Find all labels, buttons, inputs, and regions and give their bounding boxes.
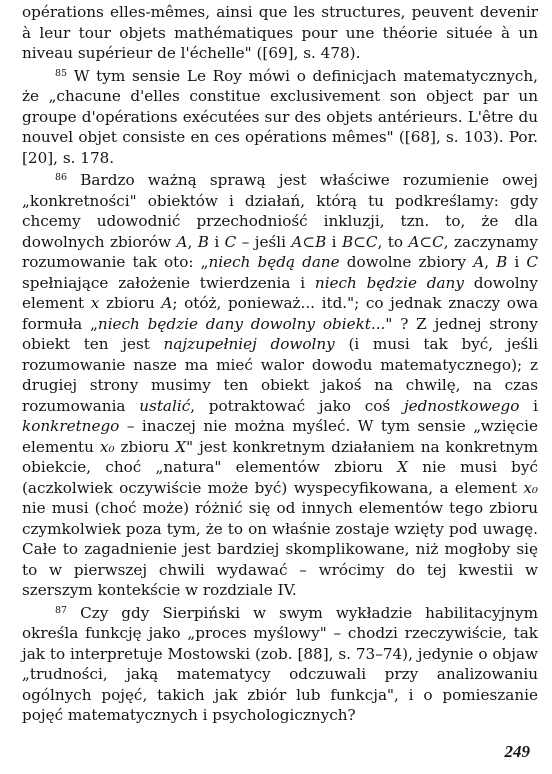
italic-text-run: ustalić xyxy=(139,396,191,415)
italic-text-run: A xyxy=(473,253,485,271)
text-run: " ? Z jednej strony obiekt ten jest xyxy=(22,314,538,353)
italic-text-run: B xyxy=(197,232,209,251)
italic-text-run: x xyxy=(90,294,100,312)
italic-text-run: C xyxy=(526,253,539,271)
text-run: i xyxy=(326,232,342,251)
footnote-86 xyxy=(22,168,538,601)
italic-text-run: C xyxy=(224,232,237,251)
italic-text-run: niech będzie dany dowolny obiekt... xyxy=(97,314,386,333)
footnote-marker: 85 xyxy=(55,67,68,79)
text-run: , xyxy=(484,253,497,271)
footnote-continuation xyxy=(22,2,538,64)
text-run: spełniające założenie twierdzenia i xyxy=(22,273,315,292)
text-run: opérations elles-mêmes, ainsi que les structures, peuvent devenir à leur tour objets mathématiques pour une théorie située à un niveau supérieur de l'échelle" ([69], s. 478). xyxy=(22,3,538,62)
italic-text-run: B⊂C xyxy=(341,232,378,251)
text-run: zbioru xyxy=(99,294,162,312)
footnotes-text xyxy=(22,2,538,726)
text-run: nie musi być (aczkolwiek oczywiście może być) wyspecyfikowana, a element xyxy=(22,458,538,497)
footnote-85 xyxy=(22,64,538,169)
italic-text-run: najzupełniej dowolny xyxy=(163,335,335,353)
italic-text-run: x₀ xyxy=(523,478,538,497)
text-run: i xyxy=(507,253,527,271)
text-run: dowolny element xyxy=(22,273,538,312)
text-run: , zaczynamy rozumowanie tak oto: „ xyxy=(22,232,539,271)
italic-text-run: A xyxy=(176,232,188,251)
text-run: ; otóż, ponieważ... itd."; co jednak znaczy owa formuła „ xyxy=(22,294,539,333)
text-run: (i musi tak być, jeśli rozumowanie nasze ma mieć walor dowodu matematycznego); z drugiej strony musimy ten obiekt jakoś na chwilę, na czas rozumowania xyxy=(22,335,539,415)
text-run: nie musi (choć może) różnić się od innych elementów tego zbioru czymkolwiek poza tym, że to on właśnie zostaje wzięty pod uwagę. Całe to zagadnienie jest bardziej skomplikowane, niż mogłoby się to w pierwszej chwili wydawać – wrócimy do tej kwestii w szerszym kontekście w rozdziale IV. xyxy=(22,499,538,599)
text-run: Czy gdy Sierpiński w swym wykładzie habilitacyjnym określa funkcję jako „proces myślowy" – chodzi rzeczywiście, tak jak to interpretuje Mostowski (zob. [88], s. 73–74), jedynie o objaw „trudności, jaką matematycy odczuwali przy analizowaniu ogólnych pojęć, takich jak zbiór lub funkcja", i o pomieszanie pojęć matematycznych i psychologicznych? xyxy=(22,603,538,724)
italic-text-run: A⊂C xyxy=(408,232,444,251)
italic-text-run: X xyxy=(397,458,408,476)
italic-text-run: konkretnego xyxy=(22,417,120,435)
footnote-87 xyxy=(22,601,538,726)
text-run: i xyxy=(519,396,539,415)
text-run: zbioru xyxy=(114,437,176,456)
text-run: " jest konkretnym działaniem na konkretnym obiekcie, choć „natura" elementów zbioru xyxy=(22,437,539,476)
italic-text-run: jednostkowego xyxy=(403,396,520,415)
text-run: , to xyxy=(377,232,409,251)
italic-text-run: A xyxy=(161,294,173,312)
text-run: dowolne zbiory xyxy=(339,253,474,271)
text-run: , xyxy=(187,232,198,251)
text-run: – inaczej nie można myśleć. W tym sensie „wzięcie elementu xyxy=(22,417,538,456)
italic-text-run: niech będzie dany xyxy=(314,273,464,292)
italic-text-run: B xyxy=(496,253,508,271)
text-run: W tym sensie Le Roy mówi o definicjach matematycznych, że „chacune d'elles constitue exclusivement son object par un groupe d'opérations exécutées sur des objets antérieurs. L'être du nouvel objet consiste en ces opérations mêmes" ([68], s. 103). Por. [20], s. 178. xyxy=(22,66,538,167)
text-run: – jeśli xyxy=(236,232,292,251)
text-run: , potraktować jako coś xyxy=(190,396,404,415)
page-number: 249 xyxy=(504,742,530,761)
text-run: Bardzo ważną sprawą jest właściwe rozumienie owej „konkretności" obiektów i działań, którą tu podkreślamy: gdy chcemy udowodnić przechodniość inkluzji, tzn. to, że dla dowolnych zbiorów xyxy=(22,171,538,251)
footnote-marker: 86 xyxy=(55,172,68,183)
italic-text-run: x₀ xyxy=(99,437,115,456)
italic-text-run: niech będą dane xyxy=(208,253,340,271)
italic-text-run: X xyxy=(175,437,187,456)
text-run: i xyxy=(208,232,225,251)
footnote-marker: 87 xyxy=(55,604,68,616)
italic-text-run: A⊂B xyxy=(291,232,327,251)
